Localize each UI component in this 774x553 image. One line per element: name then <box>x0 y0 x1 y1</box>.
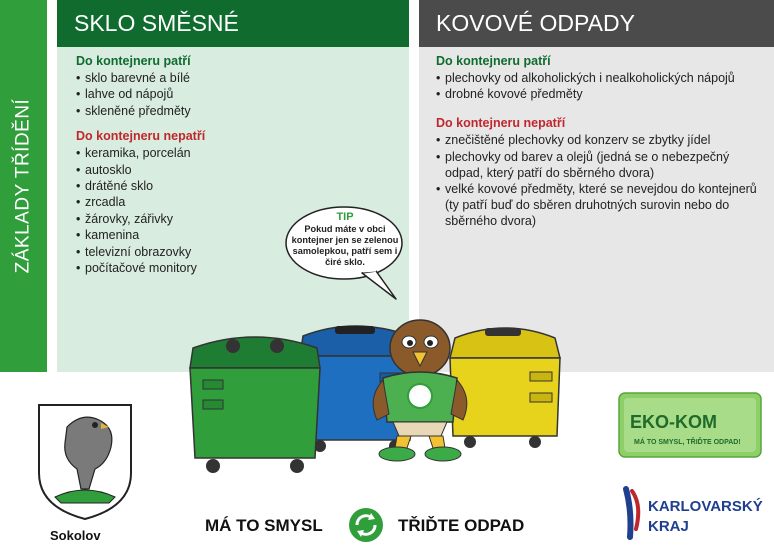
side-label: ZÁKLADY TŘÍDĚNÍ <box>12 98 34 274</box>
metal-not-belongs-title: Do kontejneru nepatří <box>436 116 566 131</box>
list-item: • sklo barevné a bílé <box>76 70 406 86</box>
list-item: • plechovky od barev a olejů (jedná se o nebezpečný odpad, který patří do sběrného dvora) <box>436 149 761 181</box>
sokolov-coat-of-arms-icon <box>37 403 133 521</box>
list-item: • znečištěné plechovky od konzerv se zbytky jídel <box>436 132 761 148</box>
bottom-slogan <box>205 505 545 545</box>
metal-belongs-title: Do kontejneru patří <box>436 54 551 68</box>
list-item: • zrcadla <box>76 194 406 210</box>
list-item: • kamenina <box>76 227 406 243</box>
recycle-icon <box>348 507 384 543</box>
list-item: • velké kovové předměty, které se nevejdou do kontejnerů (ty patří buď do sběren druhotných surovin nebo do sběrného dvora) <box>436 181 761 230</box>
glass-belongs-title: Do kontejneru patří <box>76 54 191 68</box>
list-item: • počítačové monitory <box>76 260 406 276</box>
ekokom-name: EKO-KOM <box>630 412 717 432</box>
town-name: Sokolov <box>50 528 101 543</box>
green-container-icon <box>190 337 320 473</box>
slogan-left: MÁ TO SMYSL <box>205 516 323 535</box>
ekokom-tagline: MÁ TO SMYSL, TŘIĎTE ODPAD! <box>634 439 741 446</box>
glass-not-belongs-title: Do kontejneru nepatří <box>76 129 206 144</box>
list-item: • televizní obrazovky <box>76 244 406 260</box>
ekokom-logo <box>618 392 762 458</box>
glass-belongs-list <box>76 70 406 119</box>
list-item: • keramika, porcelán <box>76 145 406 161</box>
tip-body: Pokud máte v obci kontejner jen se zelenou samolepkou, patří sem i čiré sklo. <box>291 224 399 267</box>
yellow-container-icon <box>450 328 560 448</box>
list-item: • drobné kovové předměty <box>436 86 761 102</box>
region-line1: KARLOVARSKÝ <box>648 498 763 515</box>
metal-panel-title: KOVOVÉ ODPADY <box>419 0 774 47</box>
karlovarsky-kraj-logo <box>622 483 768 543</box>
containers-illustration <box>185 318 580 478</box>
metal-not-belongs-list <box>436 132 761 229</box>
metal-content <box>436 54 761 230</box>
metal-belongs-list <box>436 70 761 102</box>
list-item: • lahve od nápojů <box>76 86 406 102</box>
list-item: • drátěné sklo <box>76 178 406 194</box>
list-item: • žárovky, zářivky <box>76 211 406 227</box>
region-line2: KRAJ <box>648 518 689 535</box>
list-item: • plechovky od alkoholických i nealkoholických nápojů <box>436 70 761 86</box>
tip-text <box>286 211 404 268</box>
list-item: • autosklo <box>76 162 406 178</box>
glass-panel-title: SKLO SMĚSNÉ <box>57 0 409 47</box>
list-item: • skleněné předměty <box>76 103 406 119</box>
slogan-right: TŘIĎTE ODPAD <box>398 516 525 535</box>
tip-title: TIP <box>336 211 354 223</box>
